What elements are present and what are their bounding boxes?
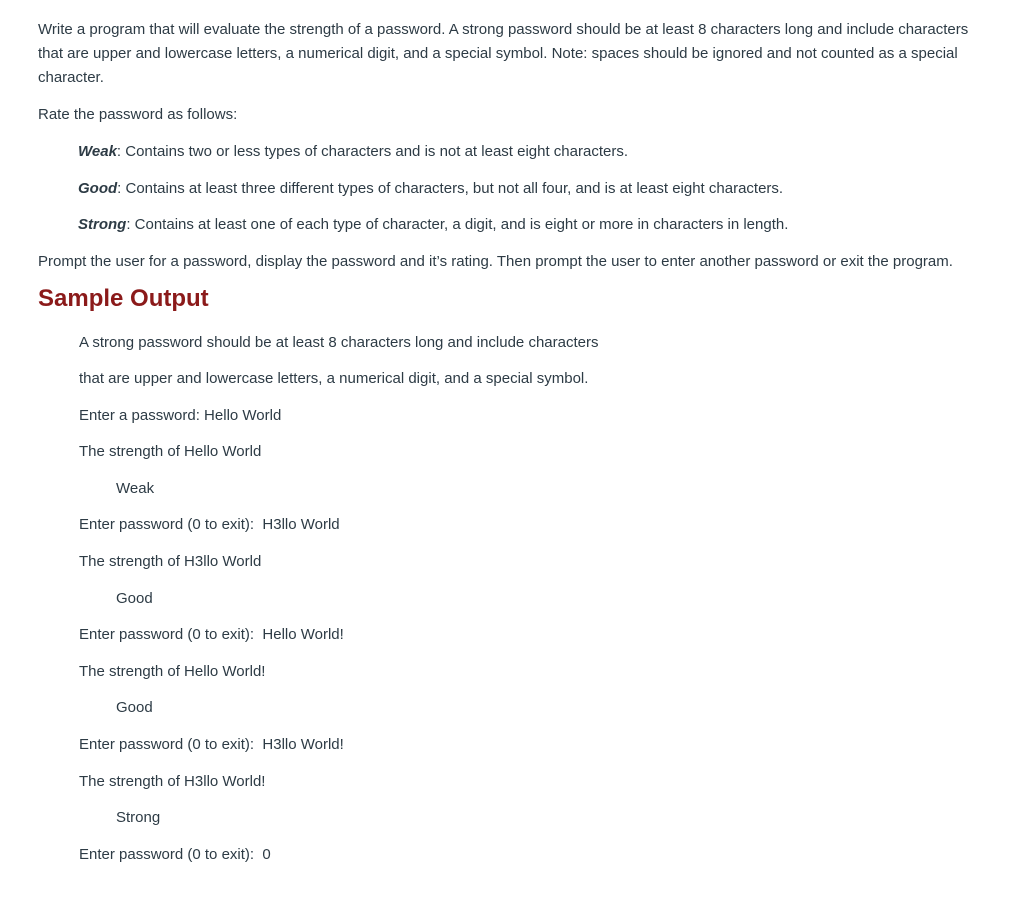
prompt-paragraph: Prompt the user for a password, display the password and it’s rating. Then prompt the user to enter another password or exit the program. (38, 252, 953, 270)
sample-line: that are upper and lowercase letters, a numerical digit, and a special symbol. (79, 370, 589, 388)
intro-paragraph: Write a program that will evaluate the strength of a password. A strong password should be at least 8 characters long and include characters that are upper and lowercase letters, a numerical digit, and a special symbol. Note: spaces should be ignored and not counted as a special character. (38, 21, 969, 86)
sample-output (79, 331, 978, 867)
rating-term: Strong (78, 216, 127, 233)
sample-line: Enter password (0 to exit): Hello World! (79, 626, 344, 644)
rating-item-strong (78, 213, 978, 237)
sample-rating: Good (116, 699, 153, 717)
sample-line: The strength of Hello World (79, 443, 262, 461)
rating-description: : Contains two or less types of characters and is not at least eight characters. (116, 143, 629, 160)
sample-line: The strength of Hello World! (79, 662, 266, 680)
rating-term: Weak (78, 143, 117, 160)
rating-description: : Contains at least three different types of characters, but not all four, and is at least eight characters. (117, 179, 784, 197)
sample-line: The strength of H3llo World! (79, 772, 266, 790)
section-title: Sample Output (38, 284, 209, 312)
sample-line: Enter password (0 to exit): H3llo World (79, 516, 340, 534)
sample-line: Enter password (0 to exit): 0 (79, 845, 271, 863)
sample-line: The strength of H3llo World (79, 553, 262, 571)
assignment-content (38, 18, 978, 879)
rating-list (78, 140, 978, 237)
rating-term: Good (78, 179, 118, 197)
sample-rating: Good (116, 589, 153, 607)
rate-label: Rate the password as follows: (38, 106, 238, 123)
rating-item-weak (78, 140, 978, 164)
rating-description: : Contains at least one of each type of character, a digit, and is eight or more in characters in length. (126, 216, 789, 233)
rating-item-good (78, 177, 978, 201)
sample-rating: Strong (116, 809, 161, 827)
sample-line: A strong password should be at least 8 characters long and include characters (79, 333, 599, 351)
sample-line: Enter a password: Hello World (79, 406, 282, 424)
sample-line: Enter password (0 to exit): H3llo World! (79, 736, 344, 754)
sample-rating: Weak (116, 479, 155, 497)
